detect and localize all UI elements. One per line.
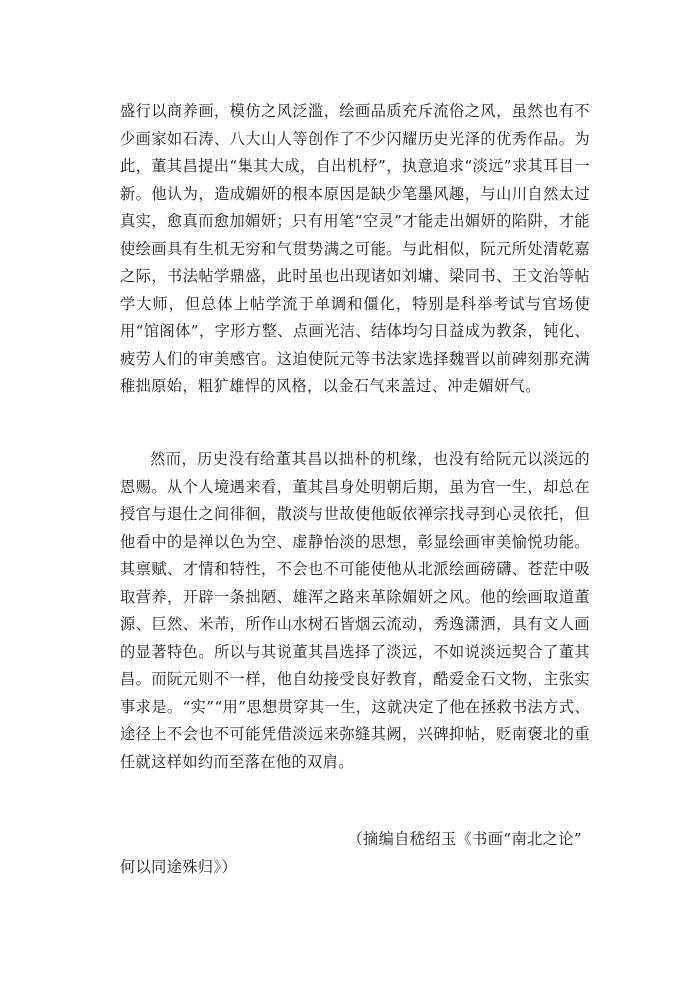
paragraph-1: 盛行以商养画，模仿之风泛滥，绘画品质充斥流俗之风，虽然也有不少画家如石涛、八大山人等创作了不少闪耀历史光泽的优秀作品。为此，董其昌提出“集其大成，自出机杼”，执意追求“淡远”求其耳目一新。他认为，造成媚妍的根本原因是缺少笔墨风趣，与山川自然太过真实，愈真而愈加媚妍；只有用笔“空灵”才能走出媚妍的陷阱，才能使绘画具有生机无穷和气贯势满之可能。与此相似，阮元所处清乾嘉之际，书法帖学鼎盛，此时虽也出现诸如刘墉、梁同书、王文治等帖学大师，但总体上帖学流于单调和僵化，特别是科举考试与官场使用“馆阁体”，字形方整、点画光洁、结体均匀日益成为教条，钝化、疲劳人们的审美感官。这迫使阮元等书法家选择魏晋以前碑刻那充满稚拙原始，粗犷雄悍的风格，以金石气来盖过、冲走媚妍气。 xyxy=(120,102,590,395)
citation-line-1: （摘编自嵇绍玉《书画“南北之论” xyxy=(347,830,582,848)
paragraph-2: 然而，历史没有给董其昌以拙朴的机缘，也没有给阮元以淡远的恩赐。从个人境遇来看，董其昌身处明朝后期，虽为官一生，却总在授官与退仕之间徘徊，散淡与世故使他皈依禅宗找寻到心灵依托，但他看中的是禅以色为空、虚静怡淡的思想，彰显绘画审美愉悦功能。其禀赋、才情和特性，不会也不可能使他从北派绘画磅礴、苍茫中吸取营养，开辟一条拙陋、雄浑之路来革除媚妍之风。他的绘画取道董源、巨然、米芾，所作山水树石皆烟云流动，秀逸潇洒，具有文人画的显著特色。所以与其说董其昌选择了淡远，不如说淡远契合了董其昌。而阮元则不一样，他自幼接受良好教育，酷爱金石文物，主张实事求是。“实”“用”思想贯穿其一生，这就决定了他在拯救书法方式、途径上不会也不可能凭借淡远来弥缝其阙，兴碑抑帖，贬南褒北的重任就这样如约而至落在他的双肩。 xyxy=(120,450,590,771)
citation xyxy=(120,826,590,881)
citation-line-2: 何以同途殊归》） xyxy=(120,857,238,876)
